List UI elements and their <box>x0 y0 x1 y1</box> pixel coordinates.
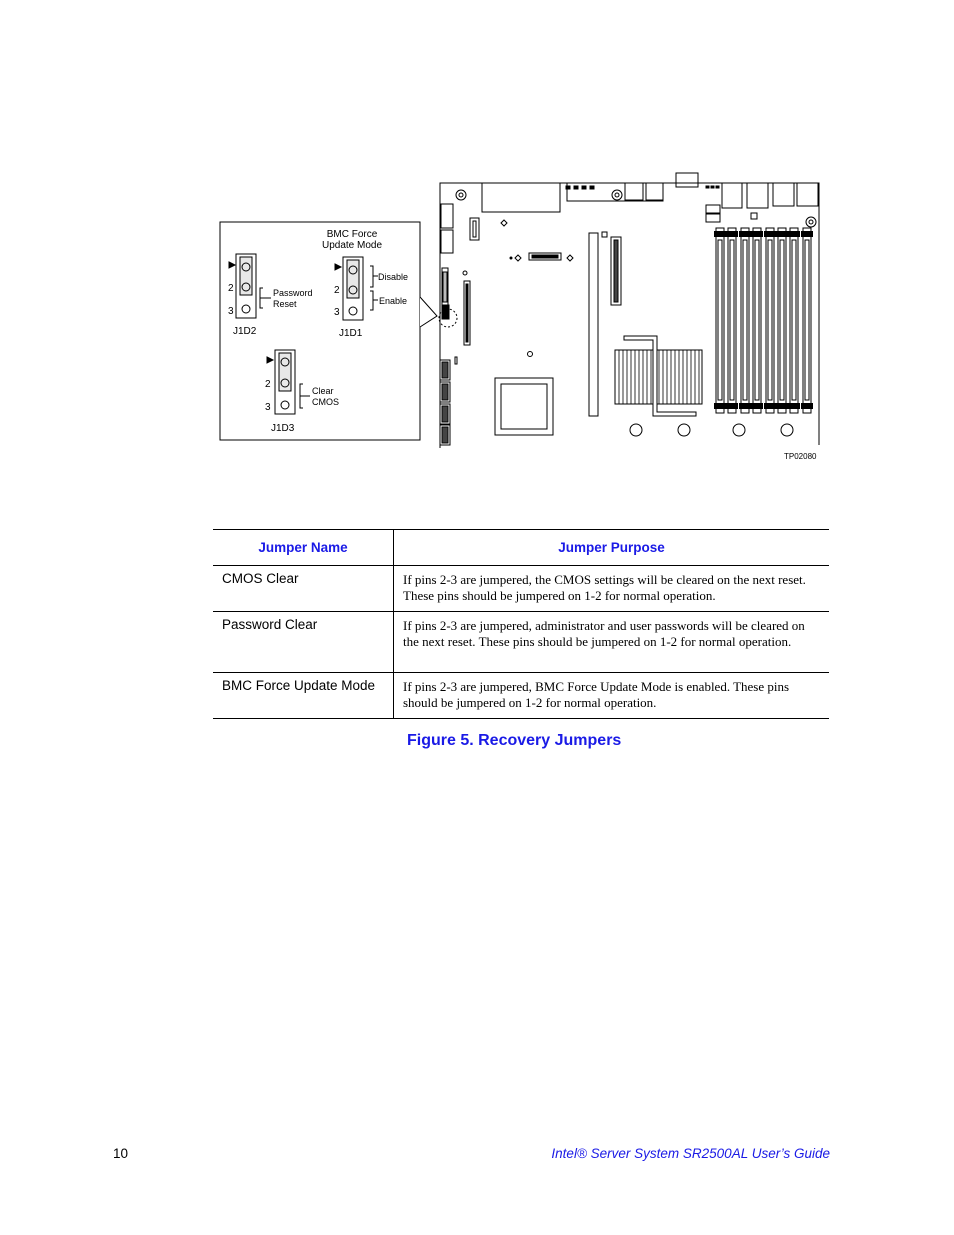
bmc-title-line2: Update Mode <box>321 240 383 251</box>
jumper-name-cell: Password Clear <box>213 612 394 673</box>
table-row <box>213 566 829 612</box>
j1d2-callout-line2: Reset <box>273 299 297 309</box>
j1d1-disable-label: Disable <box>378 272 409 282</box>
j1d3-callout-line1: Clear <box>312 386 334 396</box>
jumper-j1d3 <box>267 350 310 414</box>
jumper-purpose-cell: If pins 2-3 are jumpered, the CMOS settings will be cleared on the next reset. These pins should be jumpered on 1-2 for normal operation. <box>394 566 830 612</box>
header-jumper-purpose: Jumper Purpose <box>394 530 830 566</box>
jumper-name-cell: CMOS Clear <box>213 566 394 612</box>
j1d1-pin2-label: 2 <box>334 285 340 296</box>
page-number: 10 <box>113 1146 129 1161</box>
server-board-drawing <box>439 173 819 448</box>
j1d2-pin2-label: 2 <box>228 283 234 294</box>
j1d3-pin2-label: 2 <box>265 379 271 390</box>
figure-caption: Figure 5. Recovery Jumpers <box>407 732 622 749</box>
jumper-purpose-cell: If pins 2-3 are jumpered, administrator and user passwords will be cleared on the next reset. These pins should be jumpered on 1-2 for normal operation. <box>394 612 830 673</box>
jumper-j1d1 <box>335 257 378 320</box>
table-header-row <box>213 530 829 566</box>
jumper-j1d2 <box>229 254 271 318</box>
bmc-title-line1: BMC Force <box>326 229 378 240</box>
table-row <box>213 673 829 719</box>
j1d3-label: J1D3 <box>271 423 295 434</box>
j1d2-pin3-label: 3 <box>228 306 234 317</box>
recovery-jumpers-figure <box>0 0 954 470</box>
drawing-id: TP02080 <box>784 452 817 461</box>
callout-wedge <box>420 297 437 327</box>
j1d1-pin3-label: 3 <box>334 307 340 318</box>
jumper-purpose-cell: If pins 2-3 are jumpered, BMC Force Update Mode is enabled. These pins should be jumpered on 1-2 for normal operation. <box>394 673 830 719</box>
j1d2-callout-line1: Password <box>273 288 313 298</box>
j1d3-callout-line2: CMOS <box>312 397 339 407</box>
j1d1-enable-label: Enable <box>379 296 408 306</box>
j1d2-label: J1D2 <box>233 326 257 337</box>
jumper-name-cell: BMC Force Update Mode <box>213 673 394 719</box>
j1d3-pin3-label: 3 <box>265 402 271 413</box>
recovery-jumpers-table <box>213 529 829 719</box>
j1d1-label: J1D1 <box>339 328 363 339</box>
running-footer: Intel® Server System SR2500AL User’s Guide <box>551 1146 830 1161</box>
header-jumper-name: Jumper Name <box>213 530 394 566</box>
table-row <box>213 612 829 673</box>
